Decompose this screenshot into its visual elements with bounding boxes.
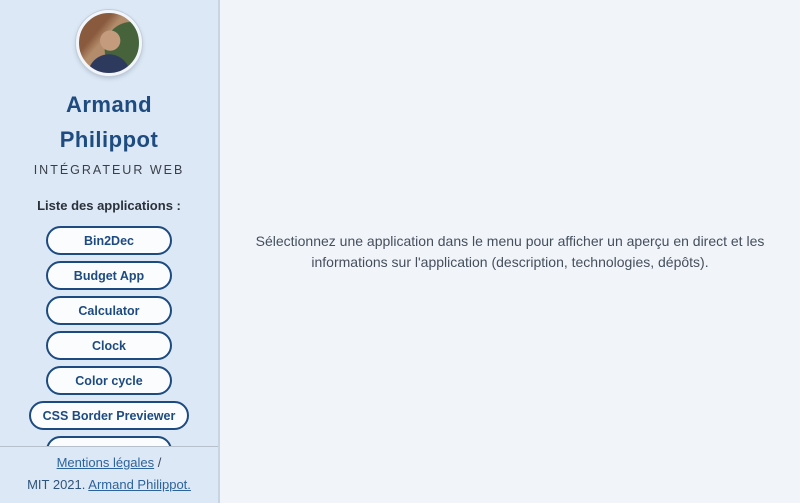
footer-legal-line [57, 455, 162, 471]
footer-separator: / [157, 455, 162, 470]
sidebar-content [0, 0, 218, 446]
profile-name: Armand Philippot [59, 92, 159, 152]
profile-role: INTÉGRATEUR WEB [33, 163, 185, 177]
placeholder-message: Sélectionnez une application dans le menu pour afficher un aperçu en direct et les informations sur l'application (description, technologies, dépôts). [255, 232, 765, 270]
avatar [76, 10, 142, 76]
license-text: MIT 2021. [27, 477, 86, 492]
legal-notice-link[interactable]: Mentions légales [56, 455, 155, 470]
sidebar [0, 0, 220, 503]
app-button-css-border-previewer[interactable]: CSS Border Previewer [29, 401, 190, 430]
footer-license-line [27, 477, 191, 493]
main-preview-area [220, 0, 800, 503]
app-button-color-cycle[interactable]: Color cycle [46, 366, 172, 395]
app-button-budget-app[interactable]: Budget App [46, 261, 172, 290]
app-list [29, 226, 190, 445]
sidebar-footer [0, 446, 218, 503]
author-link[interactable]: Armand Philippot. [88, 477, 191, 492]
app-button-calculator[interactable]: Calculator [46, 296, 172, 325]
app-list-title: Liste des applications : [37, 198, 181, 213]
app-button-clock[interactable]: Clock [46, 331, 172, 360]
app-button-bin2dec[interactable]: Bin2Dec [46, 226, 172, 255]
app-button-partially-visible[interactable] [46, 436, 172, 446]
